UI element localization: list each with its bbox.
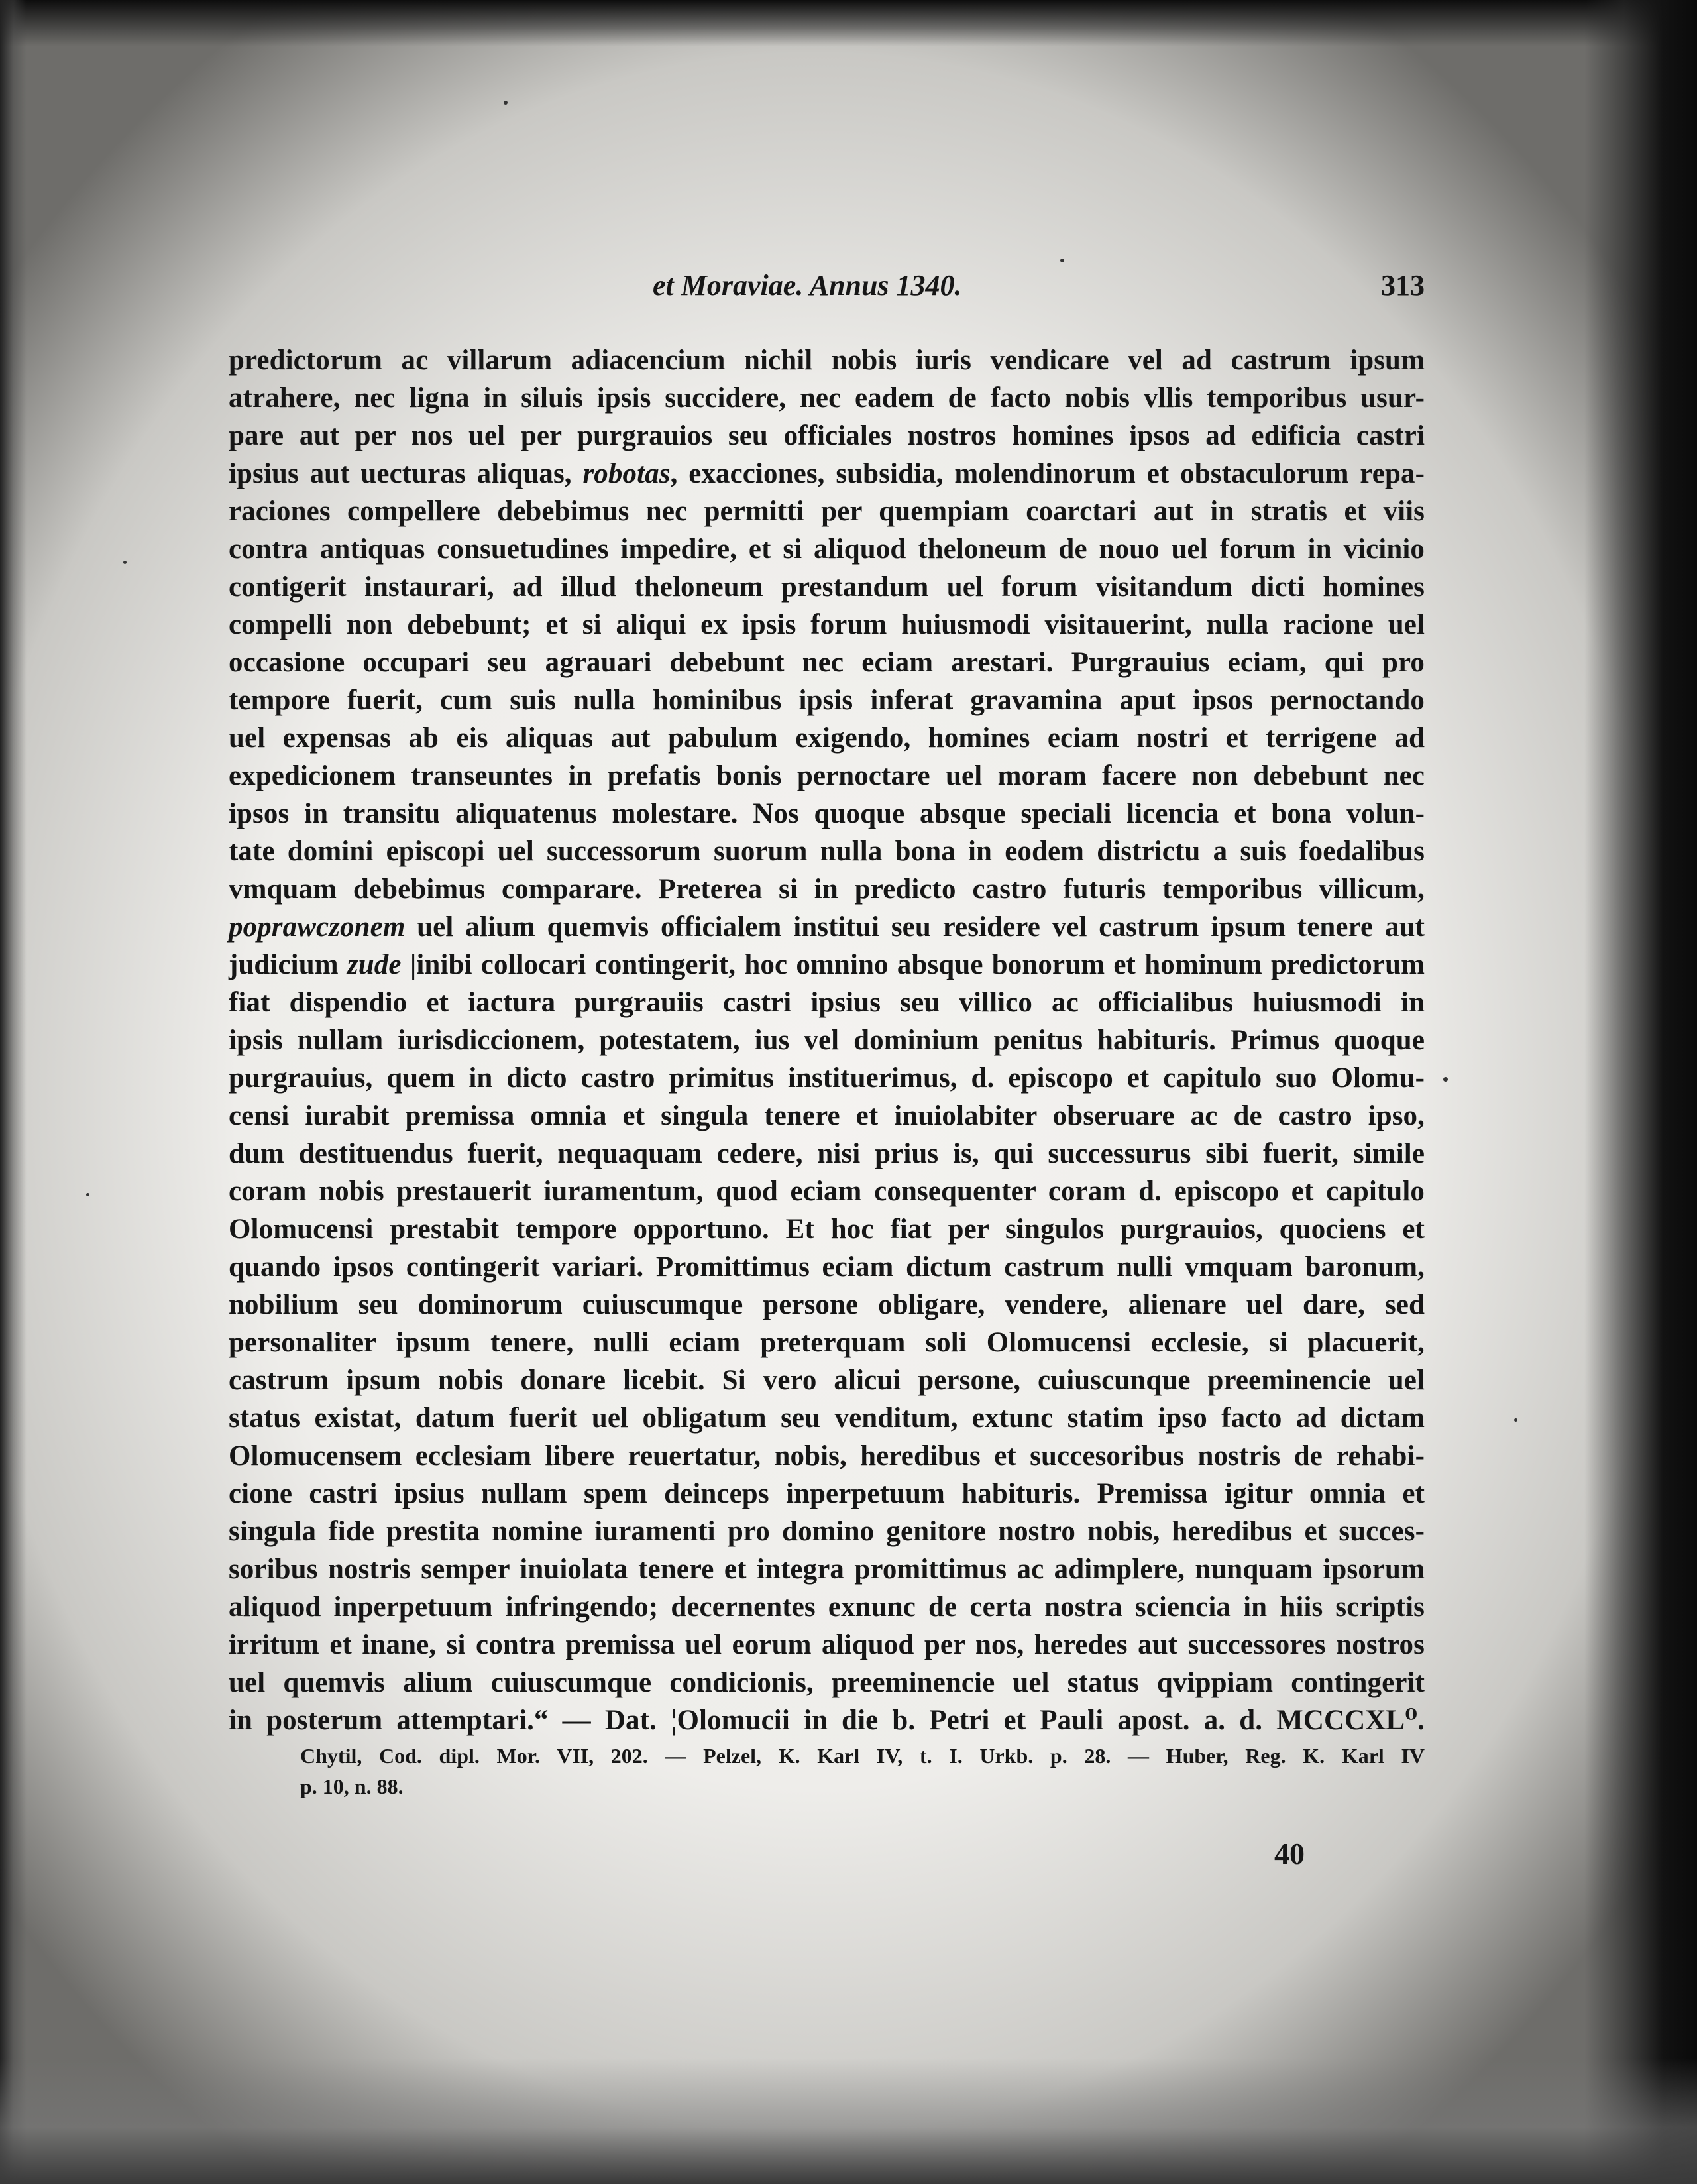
text-segment: uel alium quemvis officialem institui seu residere vel castrum ipsum tenere aut: [405, 911, 1425, 943]
page-content: [229, 268, 1425, 1802]
text-line: status existat, datum fuerit uel obligatum seu venditum, extunc statim ipso facto ad dictam: [229, 1403, 1425, 1434]
text-line: Olomucensi prestabit tempore opportuno. Et hoc fiat per singulos purgrauios, quociens et: [229, 1214, 1425, 1245]
text-line: coram nobis prestauerit iuramentum, quod eciam consequenter coram d. episcopo et capitulo: [229, 1176, 1425, 1207]
text-line: quando ipsos contingerit variari. Promittimus eciam dictum castrum nulli vmquam baronum,: [229, 1251, 1425, 1283]
text-line: vmquam debebimus comparare. Preterea si in predicto castro futuris temporibus villicum,: [229, 874, 1425, 905]
text-line: nobilium seu dominorum cuiuscumque persone obligare, vendere, alienare uel dare, sed: [229, 1289, 1425, 1320]
text-line: uel quemvis alium cuiuscumque condicionis, preeminencie uel status qvippiam contingerit: [229, 1667, 1425, 1698]
dust-speck: [1514, 1418, 1517, 1422]
text-line: occasione occupari seu agrauari debebunt nec eciam arestari. Purgrauius eciam, qui pro: [229, 647, 1425, 678]
signature-mark: 40: [1274, 1837, 1305, 1870]
text-line: contigerit instaurari, ad illud theloneum prestandum uel forum visitandum dicti homines: [229, 571, 1425, 603]
text-line: compelli non debebunt; et si aliqui ex ipsis forum huiusmodi visitauerint, nulla racione uel: [229, 609, 1425, 640]
text-line: contra antiquas consuetudines impedire, et si aliquod theloneum de nouo uel forum in vicinio: [229, 534, 1425, 565]
text-line: [229, 908, 1425, 946]
text-line: uel expensas ab eis aliquas aut pabulum exigendo, homines eciam nostri et terrigene ad: [229, 722, 1425, 754]
text-line: ipsos in transitu aliquatenus molestare. Nos quoque absque speciali licencia et bona volun-: [229, 798, 1425, 829]
text-line: [229, 946, 1425, 984]
text-line: cione castri ipsius nullam spem deinceps inperpetuum habituris. Premissa igitur omnia et: [229, 1478, 1425, 1509]
text-segment: , exacciones, subsidia, molendinorum et obstaculorum repa-: [670, 458, 1425, 489]
dust-speck: [123, 561, 127, 564]
text-line: in posterum attemptari.“ — Dat. ¦Olomucii in die b. Petri et Pauli apost. a. d. MCCCXL⁰.: [229, 1705, 1425, 1736]
scan-shadow-bottom: [0, 2058, 1697, 2184]
text-line: pare aut per nos uel per purgrauios seu officiales nostros homines ipsos ad edificia castri: [229, 420, 1425, 451]
text-line: [229, 455, 1425, 492]
page-number: 313: [1381, 269, 1425, 302]
dust-speck: [86, 1193, 89, 1196]
dust-speck: [1443, 1077, 1448, 1082]
text-line: censi iurabit premissa omnia et singula tenere et inuiolabiter obseruare ac de castro ipso,: [229, 1100, 1425, 1131]
text-line: singula fide prestita nomine iuramenti pro domino genitore nostro nobis, heredibus et succes-: [229, 1516, 1425, 1547]
italic-term: robotas: [582, 458, 671, 489]
text-segment: ipsius aut uecturas aliquas,: [229, 458, 583, 489]
text-line: Olomucensem ecclesiam libere reuertatur, nobis, heredibus et succesoribus nostris de rehabi-: [229, 1440, 1425, 1471]
scan-shadow-right: [1584, 0, 1697, 2184]
text-line: personaliter ipsum tenere, nulli eciam preterquam soli Olomucensi ecclesie, si placuerit,: [229, 1327, 1425, 1358]
text-line: expedicionem transeuntes in prefatis bonis pernoctare uel moram facere non debebunt nec: [229, 760, 1425, 791]
reference-line: p. 10, n. 88.: [300, 1774, 404, 1798]
scan-shadow-top: [0, 0, 1697, 46]
dust-speck: [504, 101, 508, 105]
text-segment: judicium: [229, 949, 347, 980]
italic-term: zude: [347, 949, 402, 980]
text-segment: |inibi collocari contingerit, hoc omnino absque bonorum et hominum predictorum: [401, 949, 1425, 980]
text-line: ipsis nullam iurisdiccionem, potestatem, ius vel dominium penitus habituris. Primus quoque: [229, 1025, 1425, 1056]
text-line: tempore fuerit, cum suis nulla hominibus ipsis inferat gravamina aput ipsos pernoctando: [229, 685, 1425, 716]
body-text: [229, 341, 1425, 1739]
italic-term: poprawczonem: [229, 911, 406, 943]
reference-line: Chytil, Cod. dipl. Mor. VII, 202. — Pelzel, K. Karl IV, t. I. Urkb. p. 28. — Huber, Reg. K. Karl IV: [300, 1744, 1425, 1768]
text-line: irritum et inane, si contra premissa uel eorum aliquod per nos, heredes aut successores nostros: [229, 1629, 1425, 1660]
text-line: tate domini episcopi uel successorum suorum nulla bona in eodem districtu a suis foedalibus: [229, 836, 1425, 867]
references: [229, 1741, 1425, 1802]
text-line: predictorum ac villarum adiacencium nichil nobis iuris vendicare vel ad castrum ipsum: [229, 345, 1425, 376]
text-line: castrum ipsum nobis donare licebit. Si vero alicui persone, cuiuscunque preeminencie uel: [229, 1365, 1425, 1396]
scan-shadow-left: [0, 0, 27, 2184]
text-line: aliquod inperpetuum infringendo; decernentes exnunc de certa nostra sciencia in hiis scriptis: [229, 1591, 1425, 1623]
text-line: soribus nostris semper inuiolata tenere et integra promittimus ac adimplere, nunquam ipsorum: [229, 1554, 1425, 1585]
dust-speck: [1060, 259, 1064, 262]
text-line: raciones compellere debebimus nec permitti per quempiam coarctari aut in stratis et viis: [229, 496, 1425, 527]
text-line: dum destituendus fuerit, nequaquam cedere, nisi prius is, qui successurus sibi fuerit, simile: [229, 1138, 1425, 1169]
text-line: atrahere, nec ligna in siluis ipsis succidere, nec eadem de facto nobis vllis temporibus usur-: [229, 382, 1425, 414]
text-line: purgrauius, quem in dicto castro primitus instituerimus, d. episcopo et capitulo suo Olomu-: [229, 1063, 1425, 1094]
text-line: fiat dispendio et iactura purgrauiis castri ipsius seu villico ac officialibus huiusmodi in: [229, 987, 1425, 1018]
page-header: [229, 268, 1425, 308]
running-head: et Moraviae. Annus 1340.: [653, 269, 962, 302]
